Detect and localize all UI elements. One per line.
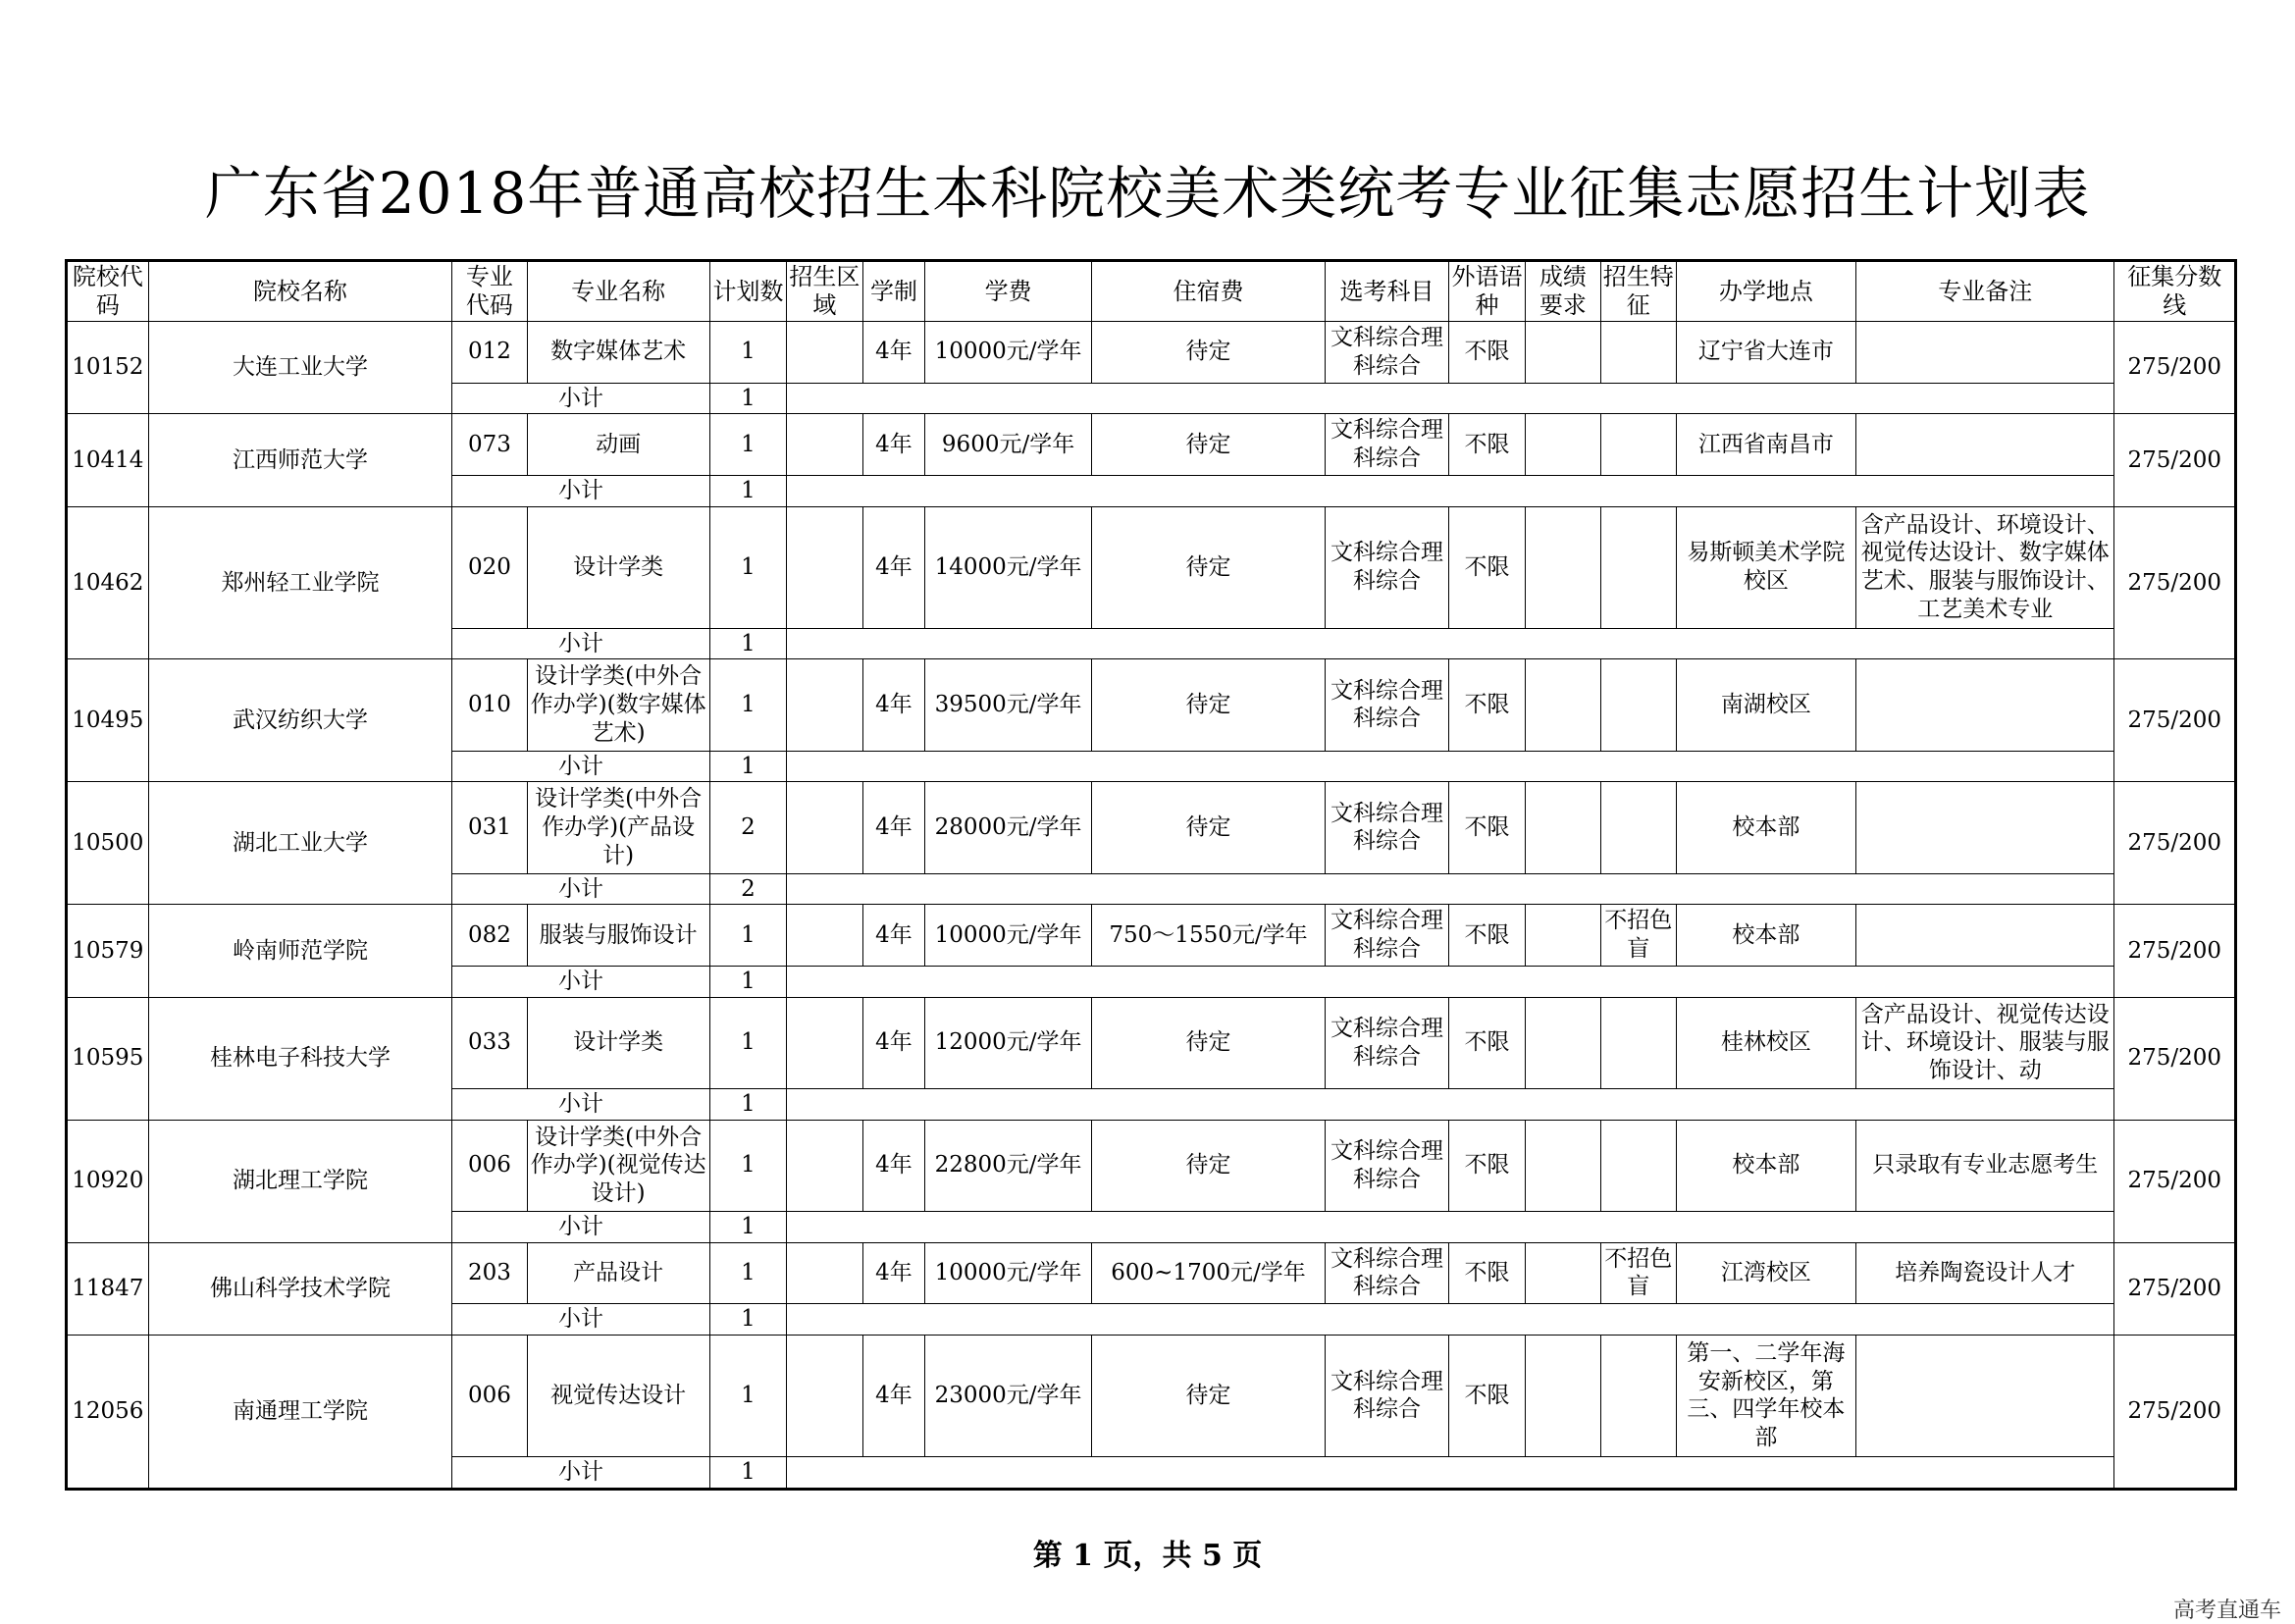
school-code-cell: 10920 xyxy=(67,1120,149,1242)
region-cell xyxy=(787,1120,862,1211)
major-code-cell: 012 xyxy=(452,322,527,384)
subtotal-blank-cell xyxy=(787,475,2114,506)
note-cell xyxy=(1855,322,2114,384)
subtotal-blank-cell xyxy=(787,1304,2114,1336)
location-cell: 江西省南昌市 xyxy=(1676,414,1855,476)
table-row xyxy=(67,782,2236,873)
subtotal-blank-cell xyxy=(787,966,2114,997)
subjects-cell: 文科综合理科综合 xyxy=(1326,782,1449,873)
subtotal-count-cell: 1 xyxy=(709,1456,786,1489)
table-row xyxy=(67,322,2236,384)
special-cell xyxy=(1600,322,1676,384)
region-cell xyxy=(787,659,862,751)
location-cell: 辽宁省大连市 xyxy=(1676,322,1855,384)
dorm-fee-cell: 待定 xyxy=(1091,782,1325,873)
subtotal-label-cell: 小计 xyxy=(452,383,710,414)
score-requirement-cell xyxy=(1526,997,1600,1088)
score-requirement-cell xyxy=(1526,1120,1600,1211)
subtotal-blank-cell xyxy=(787,873,2114,905)
school-code-cell: 12056 xyxy=(67,1336,149,1490)
plan-count-cell: 1 xyxy=(709,414,786,476)
page-number: 第 1 页，共 5 页 xyxy=(1032,1539,1263,1573)
header-school-name: 院校名称 xyxy=(148,261,452,322)
subtotal-count-cell: 1 xyxy=(709,751,786,782)
location-cell: 校本部 xyxy=(1676,905,1855,967)
score-requirement-cell xyxy=(1526,1336,1600,1457)
header-school-code: 院校代码 xyxy=(67,261,149,322)
major-name-cell: 设计学类 xyxy=(527,997,709,1088)
cutoff-cell: 275/200 xyxy=(2114,659,2236,782)
plan-count-cell: 2 xyxy=(709,782,786,873)
plan-count-cell: 1 xyxy=(709,997,786,1088)
note-cell xyxy=(1855,782,2114,873)
subtotal-count-cell: 1 xyxy=(709,1211,786,1242)
language-cell: 不限 xyxy=(1448,322,1525,384)
score-requirement-cell xyxy=(1526,659,1600,751)
dorm-fee-cell: 750～1550元/学年 xyxy=(1091,905,1325,967)
major-code-cell: 020 xyxy=(452,506,527,628)
note-cell: 培养陶瓷设计人才 xyxy=(1855,1242,2114,1304)
plan-count-cell: 1 xyxy=(709,1336,786,1457)
language-cell: 不限 xyxy=(1448,659,1525,751)
school-name-cell: 佛山科学技术学院 xyxy=(148,1242,452,1335)
duration-cell: 4年 xyxy=(862,1336,925,1457)
note-cell: 只录取有专业志愿考生 xyxy=(1855,1120,2114,1211)
note-cell xyxy=(1855,414,2114,476)
plan-count-cell: 1 xyxy=(709,905,786,967)
subtotal-blank-cell xyxy=(787,751,2114,782)
subtotal-count-cell: 1 xyxy=(709,383,786,414)
major-name-cell: 设计学类 xyxy=(527,506,709,628)
region-cell xyxy=(787,1336,862,1457)
cutoff-cell: 275/200 xyxy=(2114,782,2236,905)
subtotal-label-cell: 小计 xyxy=(452,751,710,782)
score-requirement-cell xyxy=(1526,905,1600,967)
dorm-fee-cell: 600~1700元/学年 xyxy=(1091,1242,1325,1304)
major-code-cell: 006 xyxy=(452,1336,527,1457)
major-code-cell: 082 xyxy=(452,905,527,967)
table-header-row xyxy=(67,261,2236,322)
school-name-cell: 湖北理工学院 xyxy=(148,1120,452,1242)
region-cell xyxy=(787,322,862,384)
major-name-cell: 服装与服饰设计 xyxy=(527,905,709,967)
subtotal-label-cell: 小计 xyxy=(452,475,710,506)
tuition-cell: 14000元/学年 xyxy=(925,506,1091,628)
school-code-cell: 10414 xyxy=(67,414,149,506)
cutoff-cell: 275/200 xyxy=(2114,905,2236,997)
plan-count-cell: 1 xyxy=(709,1242,786,1304)
special-cell: 不招色盲 xyxy=(1600,905,1676,967)
subjects-cell: 文科综合理科综合 xyxy=(1326,659,1449,751)
table-row xyxy=(67,1242,2236,1304)
header-region: 招生区域 xyxy=(787,261,862,322)
subjects-cell: 文科综合理科综合 xyxy=(1326,506,1449,628)
table-row xyxy=(67,905,2236,967)
subjects-cell: 文科综合理科综合 xyxy=(1326,905,1449,967)
header-special: 招生特征 xyxy=(1600,261,1676,322)
school-code-cell: 10462 xyxy=(67,506,149,659)
major-code-cell: 031 xyxy=(452,782,527,873)
note-cell xyxy=(1855,659,2114,751)
cutoff-cell: 275/200 xyxy=(2114,414,2236,506)
school-name-cell: 大连工业大学 xyxy=(148,322,452,414)
plan-count-cell: 1 xyxy=(709,659,786,751)
dorm-fee-cell: 待定 xyxy=(1091,1336,1325,1457)
header-location: 办学地点 xyxy=(1676,261,1855,322)
header-duration: 学制 xyxy=(862,261,925,322)
duration-cell: 4年 xyxy=(862,905,925,967)
region-cell xyxy=(787,506,862,628)
school-name-cell: 南通理工学院 xyxy=(148,1336,452,1490)
special-cell: 不招色盲 xyxy=(1600,1242,1676,1304)
location-cell: 南湖校区 xyxy=(1676,659,1855,751)
tuition-cell: 12000元/学年 xyxy=(925,997,1091,1088)
language-cell: 不限 xyxy=(1448,1336,1525,1457)
cutoff-cell: 275/200 xyxy=(2114,322,2236,414)
header-cutoff: 征集分数线 xyxy=(2114,261,2236,322)
school-name-cell: 岭南师范学院 xyxy=(148,905,452,997)
region-cell xyxy=(787,782,862,873)
cutoff-cell: 275/200 xyxy=(2114,1120,2236,1242)
tuition-cell: 9600元/学年 xyxy=(925,414,1091,476)
school-name-cell: 郑州轻工业学院 xyxy=(148,506,452,659)
language-cell: 不限 xyxy=(1448,414,1525,476)
subtotal-label-cell: 小计 xyxy=(452,873,710,905)
location-cell: 校本部 xyxy=(1676,782,1855,873)
cutoff-cell: 275/200 xyxy=(2114,1242,2236,1335)
subtotal-label-cell: 小计 xyxy=(452,1304,710,1336)
note-cell: 含产品设计、视觉传达设计、环境设计、服装与服饰设计、动 xyxy=(1855,997,2114,1088)
major-name-cell: 动画 xyxy=(527,414,709,476)
subjects-cell: 文科综合理科综合 xyxy=(1326,322,1449,384)
school-code-cell: 10152 xyxy=(67,322,149,414)
language-cell: 不限 xyxy=(1448,997,1525,1088)
plan-count-cell: 1 xyxy=(709,322,786,384)
enrollment-plan-table xyxy=(65,259,2237,1491)
subtotal-count-cell: 1 xyxy=(709,1304,786,1336)
school-code-cell: 10500 xyxy=(67,782,149,905)
language-cell: 不限 xyxy=(1448,1242,1525,1304)
duration-cell: 4年 xyxy=(862,1120,925,1211)
tuition-cell: 10000元/学年 xyxy=(925,905,1091,967)
language-cell: 不限 xyxy=(1448,782,1525,873)
subjects-cell: 文科综合理科综合 xyxy=(1326,997,1449,1088)
cutoff-cell: 275/200 xyxy=(2114,506,2236,659)
special-cell xyxy=(1600,414,1676,476)
major-name-cell: 设计学类(中外合作办学)(产品设计) xyxy=(527,782,709,873)
header-major-name: 专业名称 xyxy=(527,261,709,322)
tuition-cell: 22800元/学年 xyxy=(925,1120,1091,1211)
school-name-cell: 江西师范大学 xyxy=(148,414,452,506)
subjects-cell: 文科综合理科综合 xyxy=(1326,414,1449,476)
note-cell xyxy=(1855,905,2114,967)
school-code-cell: 11847 xyxy=(67,1242,149,1335)
table-body xyxy=(67,322,2236,1490)
language-cell: 不限 xyxy=(1448,905,1525,967)
duration-cell: 4年 xyxy=(862,782,925,873)
header-note: 专业备注 xyxy=(1855,261,2114,322)
special-cell xyxy=(1600,659,1676,751)
dorm-fee-cell: 待定 xyxy=(1091,414,1325,476)
subtotal-count-cell: 1 xyxy=(709,1088,786,1120)
header-score-requirement: 成绩要求 xyxy=(1526,261,1600,322)
major-name-cell: 视觉传达设计 xyxy=(527,1336,709,1457)
location-cell: 桂林校区 xyxy=(1676,997,1855,1088)
page-title: 广东省2018年普通高校招生本科院校美术类统考专业征集志愿招生计划表 xyxy=(204,160,2091,227)
subtotal-label-cell: 小计 xyxy=(452,1088,710,1120)
header-plan: 计划数 xyxy=(709,261,786,322)
subtotal-blank-cell xyxy=(787,628,2114,659)
table-row xyxy=(67,659,2236,751)
header-subjects: 选考科目 xyxy=(1326,261,1449,322)
duration-cell: 4年 xyxy=(862,322,925,384)
major-code-cell: 203 xyxy=(452,1242,527,1304)
dorm-fee-cell: 待定 xyxy=(1091,659,1325,751)
score-requirement-cell xyxy=(1526,414,1600,476)
score-requirement-cell xyxy=(1526,1242,1600,1304)
tuition-cell: 10000元/学年 xyxy=(925,322,1091,384)
location-cell: 易斯顿美术学院校区 xyxy=(1676,506,1855,628)
table-row xyxy=(67,997,2236,1088)
special-cell xyxy=(1600,997,1676,1088)
special-cell xyxy=(1600,1120,1676,1211)
major-code-cell: 010 xyxy=(452,659,527,751)
region-cell xyxy=(787,997,862,1088)
cutoff-cell: 275/200 xyxy=(2114,997,2236,1120)
table-row xyxy=(67,414,2236,476)
school-name-cell: 武汉纺织大学 xyxy=(148,659,452,782)
subtotal-label-cell: 小计 xyxy=(452,1456,710,1489)
tuition-cell: 28000元/学年 xyxy=(925,782,1091,873)
special-cell xyxy=(1600,1336,1676,1457)
score-requirement-cell xyxy=(1526,506,1600,628)
note-cell xyxy=(1855,1336,2114,1457)
subtotal-blank-cell xyxy=(787,1211,2114,1242)
subtotal-blank-cell xyxy=(787,1088,2114,1120)
duration-cell: 4年 xyxy=(862,414,925,476)
header-language: 外语语种 xyxy=(1448,261,1525,322)
school-code-cell: 10595 xyxy=(67,997,149,1120)
region-cell xyxy=(787,1242,862,1304)
dorm-fee-cell: 待定 xyxy=(1091,506,1325,628)
table-row xyxy=(67,1336,2236,1457)
tuition-cell: 23000元/学年 xyxy=(925,1336,1091,1457)
dorm-fee-cell: 待定 xyxy=(1091,1120,1325,1211)
language-cell: 不限 xyxy=(1448,1120,1525,1211)
plan-count-cell: 1 xyxy=(709,1120,786,1211)
duration-cell: 4年 xyxy=(862,506,925,628)
subjects-cell: 文科综合理科综合 xyxy=(1326,1242,1449,1304)
subtotal-label-cell: 小计 xyxy=(452,1211,710,1242)
dorm-fee-cell: 待定 xyxy=(1091,997,1325,1088)
cutoff-cell: 275/200 xyxy=(2114,1336,2236,1490)
special-cell xyxy=(1600,782,1676,873)
subtotal-label-cell: 小计 xyxy=(452,966,710,997)
subtotal-count-cell: 2 xyxy=(709,873,786,905)
header-dorm-fee: 住宿费 xyxy=(1091,261,1325,322)
tuition-cell: 39500元/学年 xyxy=(925,659,1091,751)
subtotal-count-cell: 1 xyxy=(709,628,786,659)
location-cell: 校本部 xyxy=(1676,1120,1855,1211)
major-code-cell: 033 xyxy=(452,997,527,1088)
duration-cell: 4年 xyxy=(862,659,925,751)
score-requirement-cell xyxy=(1526,322,1600,384)
major-code-cell: 006 xyxy=(452,1120,527,1211)
subtotal-count-cell: 1 xyxy=(709,966,786,997)
major-name-cell: 设计学类(中外合作办学)(数字媒体艺术) xyxy=(527,659,709,751)
score-requirement-cell xyxy=(1526,782,1600,873)
note-cell: 含产品设计、环境设计、视觉传达设计、数字媒体艺术、服装与服饰设计、工艺美术专业 xyxy=(1855,506,2114,628)
subjects-cell: 文科综合理科综合 xyxy=(1326,1120,1449,1211)
major-code-cell: 073 xyxy=(452,414,527,476)
header-tuition: 学费 xyxy=(925,261,1091,322)
subtotal-label-cell: 小计 xyxy=(452,628,710,659)
school-code-cell: 10495 xyxy=(67,659,149,782)
table-row xyxy=(67,506,2236,628)
major-name-cell: 设计学类(中外合作办学)(视觉传达设计) xyxy=(527,1120,709,1211)
plan-count-cell: 1 xyxy=(709,506,786,628)
subtotal-blank-cell xyxy=(787,1456,2114,1489)
watermark: 高考直通车 xyxy=(2172,1598,2281,1623)
location-cell: 第一、二学年海安新校区，第三、四学年校本部 xyxy=(1676,1336,1855,1457)
region-cell xyxy=(787,905,862,967)
duration-cell: 4年 xyxy=(862,997,925,1088)
school-code-cell: 10579 xyxy=(67,905,149,997)
dorm-fee-cell: 待定 xyxy=(1091,322,1325,384)
region-cell xyxy=(787,414,862,476)
subjects-cell: 文科综合理科综合 xyxy=(1326,1336,1449,1457)
duration-cell: 4年 xyxy=(862,1242,925,1304)
subtotal-count-cell: 1 xyxy=(709,475,786,506)
special-cell xyxy=(1600,506,1676,628)
location-cell: 江湾校区 xyxy=(1676,1242,1855,1304)
school-name-cell: 桂林电子科技大学 xyxy=(148,997,452,1120)
school-name-cell: 湖北工业大学 xyxy=(148,782,452,905)
subtotal-blank-cell xyxy=(787,383,2114,414)
language-cell: 不限 xyxy=(1448,506,1525,628)
header-major-code: 专业代码 xyxy=(452,261,527,322)
table-row xyxy=(67,1120,2236,1211)
major-name-cell: 产品设计 xyxy=(527,1242,709,1304)
tuition-cell: 10000元/学年 xyxy=(925,1242,1091,1304)
major-name-cell: 数字媒体艺术 xyxy=(527,322,709,384)
